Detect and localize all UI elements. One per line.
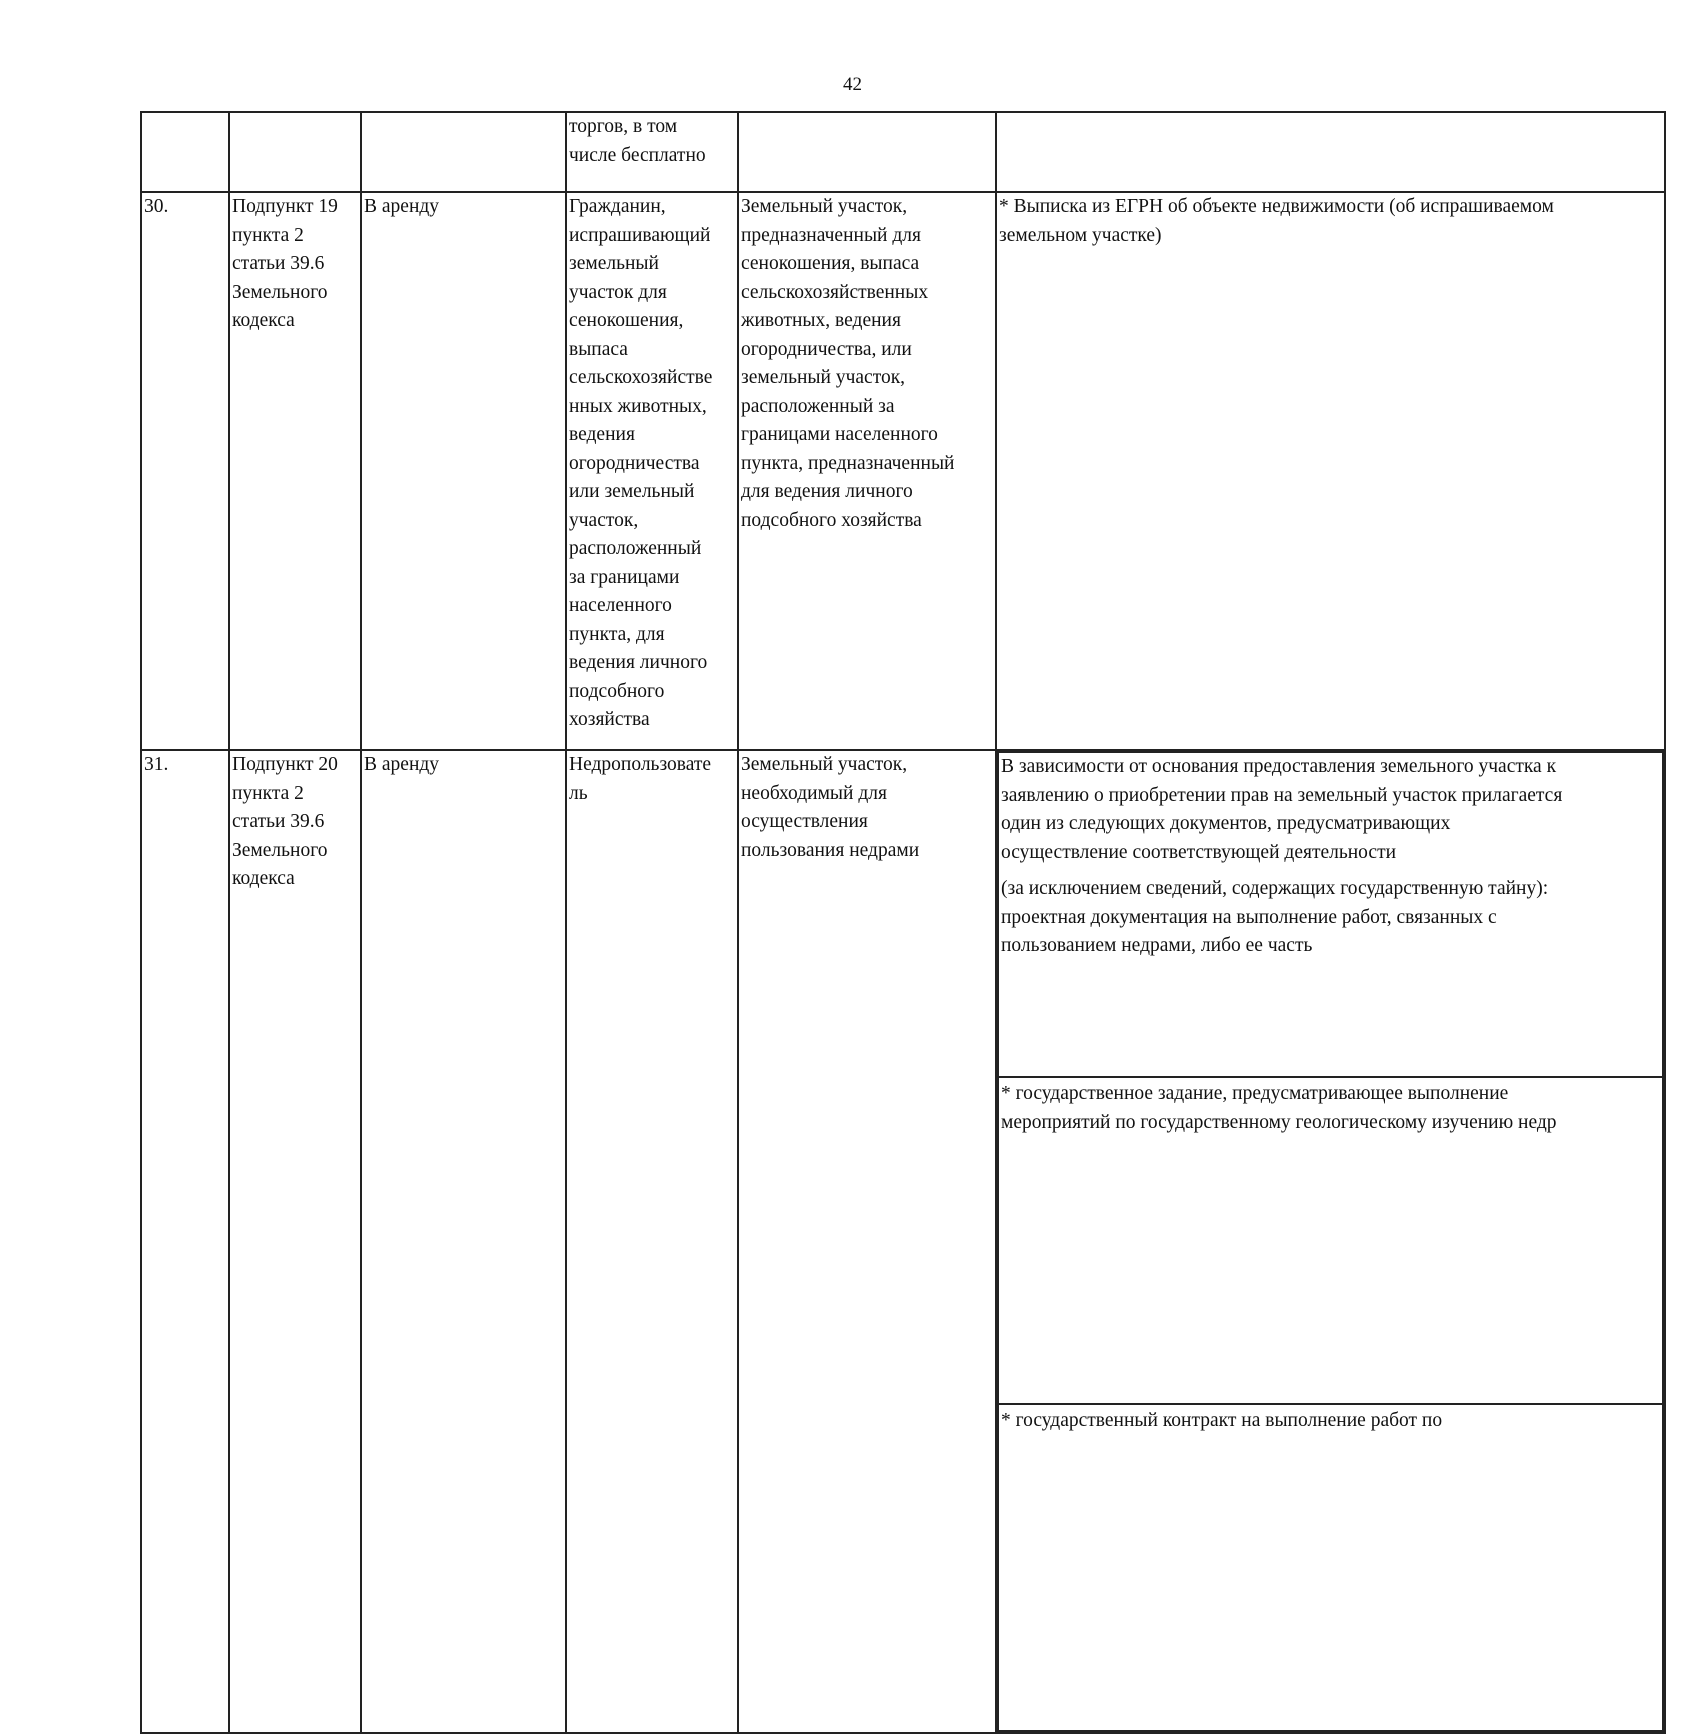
cell-type: [361, 112, 566, 192]
text-line: Земельного: [232, 281, 328, 303]
cell-applicant: [566, 192, 738, 750]
text-line: Подпункт 19: [232, 196, 338, 217]
cell-type: [361, 192, 566, 750]
text-line: расположенный: [569, 538, 702, 559]
cell-num: [141, 112, 229, 192]
text-line: огородничества, или: [741, 338, 912, 360]
document-table: [140, 111, 1666, 1734]
text-line: Земельный участок,: [741, 754, 908, 775]
docs-intro: [1001, 753, 1658, 875]
text-line: Гражданин,: [569, 196, 666, 217]
text-line: сельскохозяйственных: [741, 281, 929, 303]
text-line: (за исключением сведений, содержащих государственную тайну):: [1001, 878, 1549, 899]
text-line: ль: [569, 782, 588, 804]
text-line: * государственное задание, предусматривающее выполнение: [1001, 1083, 1509, 1104]
text-line: земельный: [569, 253, 659, 274]
text-line: за границами: [569, 566, 680, 588]
docs-block-item-2: [998, 1404, 1663, 1731]
cell-land: [738, 192, 996, 750]
cell-num: [141, 750, 229, 1733]
cell-applicant: [566, 750, 738, 1733]
text-line: участок для: [569, 281, 667, 303]
text-line: или земельный: [569, 481, 695, 502]
text-line: кодекса: [232, 868, 295, 889]
docs-note: [1001, 875, 1658, 961]
text-line: ведения: [569, 424, 635, 445]
text-line: В аренду: [364, 754, 440, 775]
text-line: участок,: [569, 509, 639, 531]
text-line: статьи 39.6: [232, 253, 325, 274]
docs-block-main: [998, 752, 1663, 1077]
cell-land: [738, 750, 996, 1733]
text-line: числе бесплатно: [569, 144, 706, 166]
text-line: мероприятий по государственному геологическому изучению недр: [1001, 1111, 1557, 1133]
text-line: сельскохозяйстве: [569, 367, 713, 388]
text-line: ведения личного: [569, 652, 708, 673]
cell-applicant: [566, 112, 738, 192]
table-row-30: [141, 192, 1665, 750]
text-line: один из следующих документов, предусматривающих: [1001, 813, 1451, 834]
text-line: пункта 2: [232, 224, 304, 246]
text-line: сенокошения,: [569, 310, 684, 331]
text-line: В аренду: [364, 196, 440, 217]
text-line: В зависимости от основания предоставления земельного участка к: [1001, 756, 1557, 777]
docs-subtable: [997, 751, 1664, 1732]
page-number: 42: [843, 74, 862, 95]
cell-basis: [229, 112, 361, 192]
text-line: границами населенного: [741, 424, 938, 445]
text-line: подсобного хозяйства: [741, 509, 922, 531]
text-line: расположенный за: [741, 395, 895, 417]
text-line: торгов, в том: [569, 116, 678, 137]
text-line: проектная документация на выполнение работ, связанных с: [1001, 906, 1497, 928]
cell-num: [141, 192, 229, 750]
text-line: осуществления: [741, 811, 868, 832]
text-line: заявлению о приобретении прав на земельный участок прилагается: [1001, 784, 1563, 806]
cell-docs: [996, 192, 1665, 750]
cell-basis: [229, 192, 361, 750]
text-line: предназначенный для: [741, 224, 921, 246]
text-line: Подпункт 20: [232, 754, 338, 775]
docs-block-item-1: [998, 1077, 1663, 1404]
text-line: земельном участке): [999, 224, 1162, 246]
text-line: выпаса: [569, 338, 628, 360]
text-line: Недропользовате: [569, 754, 712, 775]
cell-type: [361, 750, 566, 1733]
text-line: пользования недрами: [741, 839, 920, 861]
text-line: подсобного: [569, 680, 665, 702]
text-line: для ведения личного: [741, 481, 913, 502]
text-line: пункта, предназначенный: [741, 452, 955, 474]
row-number: 30.: [144, 196, 169, 217]
text-line: пункта, для: [569, 623, 665, 645]
text-line: Земельный участок,: [741, 196, 908, 217]
table-row-31: [141, 750, 1665, 1733]
text-line: испрашивающий: [569, 224, 711, 246]
text-line: населенного: [569, 595, 672, 616]
text-line: Земельного: [232, 839, 328, 861]
text-line: нных животных,: [569, 395, 707, 417]
text-line: * государственный контракт на выполнение работ по: [1001, 1410, 1443, 1431]
text-line: хозяйства: [569, 709, 650, 730]
text-line: огородничества: [569, 452, 700, 474]
text-line: необходимый для: [741, 782, 887, 804]
cell-docs: [996, 112, 1665, 192]
text-line: кодекса: [232, 310, 295, 331]
table-row-continuation: [141, 112, 1665, 192]
text-line: животных, ведения: [741, 310, 901, 331]
text-line: земельный участок,: [741, 367, 906, 388]
cell-basis: [229, 750, 361, 1733]
text-line: сенокошения, выпаса: [741, 253, 920, 274]
text-line: * Выписка из ЕГРН об объекте недвижимости (об испрашиваемом: [999, 196, 1554, 217]
cell-docs: [996, 750, 1665, 1733]
row-number: 31.: [144, 754, 169, 775]
text-line: осуществление соответствующей деятельности: [1001, 841, 1397, 863]
text-line: статьи 39.6: [232, 811, 325, 832]
text-line: пользованием недрами, либо ее часть: [1001, 935, 1313, 956]
cell-land: [738, 112, 996, 192]
text-line: пункта 2: [232, 782, 304, 804]
